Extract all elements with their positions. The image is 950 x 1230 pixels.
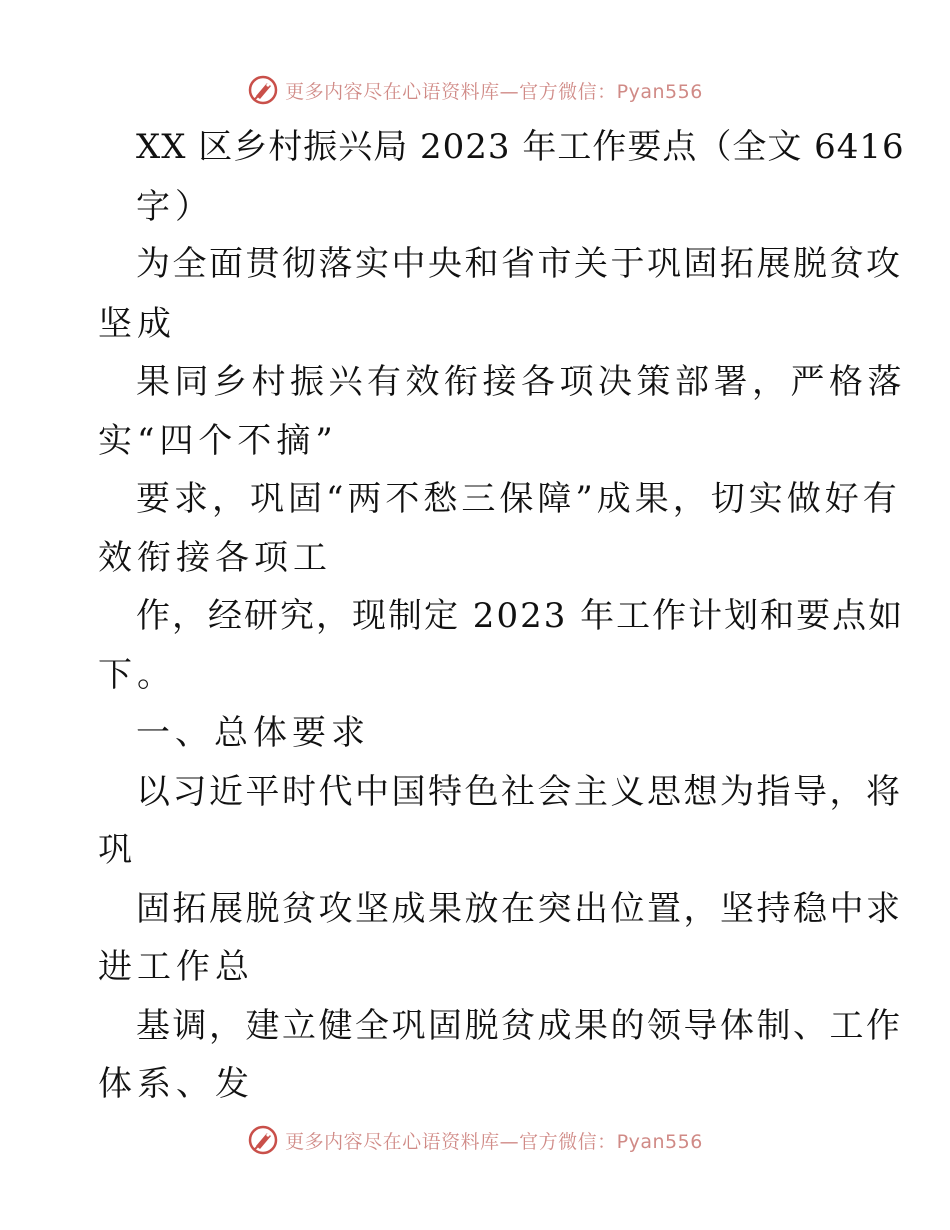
paragraph-line: 坚成 (98, 304, 176, 344)
watermark-text: 更多内容尽在心语资料库—官方微信：Pyan556 (285, 80, 703, 103)
section-heading: 一、总体要求 (136, 713, 370, 753)
paragraph-line: 体系、发 (98, 1064, 254, 1104)
paragraph-line: 果同乡村振兴有效衔接各项决策部署，严格落 (136, 362, 906, 402)
paragraph-line: 效衔接各项工 (98, 538, 332, 578)
watermark-text: 更多内容尽在心语资料库—官方微信：Pyan556 (285, 1130, 703, 1153)
paragraph-line: 固拓展脱贫攻坚成果放在突出位置，坚持稳中求 (136, 889, 903, 929)
doc-title-line-2: 字） (136, 187, 214, 227)
paragraph-line: 下。 (98, 655, 176, 695)
paragraph-line: 实“四个不摘” (98, 421, 338, 461)
paragraph-line: 以习近平时代中国特色社会主义思想为指导，将 (136, 772, 903, 812)
paragraph-line: 基调，建立健全巩固脱贫成果的领导体制、工作 (136, 1006, 903, 1046)
paragraph-line: 进工作总 (98, 947, 254, 987)
watermark-footer (0, 1120, 950, 1160)
paragraph-line: 巩 (98, 830, 137, 870)
fountain-pen-seal-icon (247, 1124, 279, 1156)
fountain-pen-seal-icon (247, 74, 279, 106)
watermark-header (0, 70, 950, 110)
paragraph-line: 要求，巩固“两不愁三保障”成果，切实做好有 (136, 479, 901, 519)
doc-title-line-1: XX 区乡村振兴局 2023 年工作要点（全文 6416 (136, 127, 905, 167)
paragraph-line: 为全面贯彻落实中央和省市关于巩固拓展脱贫攻 (136, 244, 903, 284)
paragraph-line: 作，经研究，现制定 2023 年工作计划和要点如 (136, 596, 905, 636)
